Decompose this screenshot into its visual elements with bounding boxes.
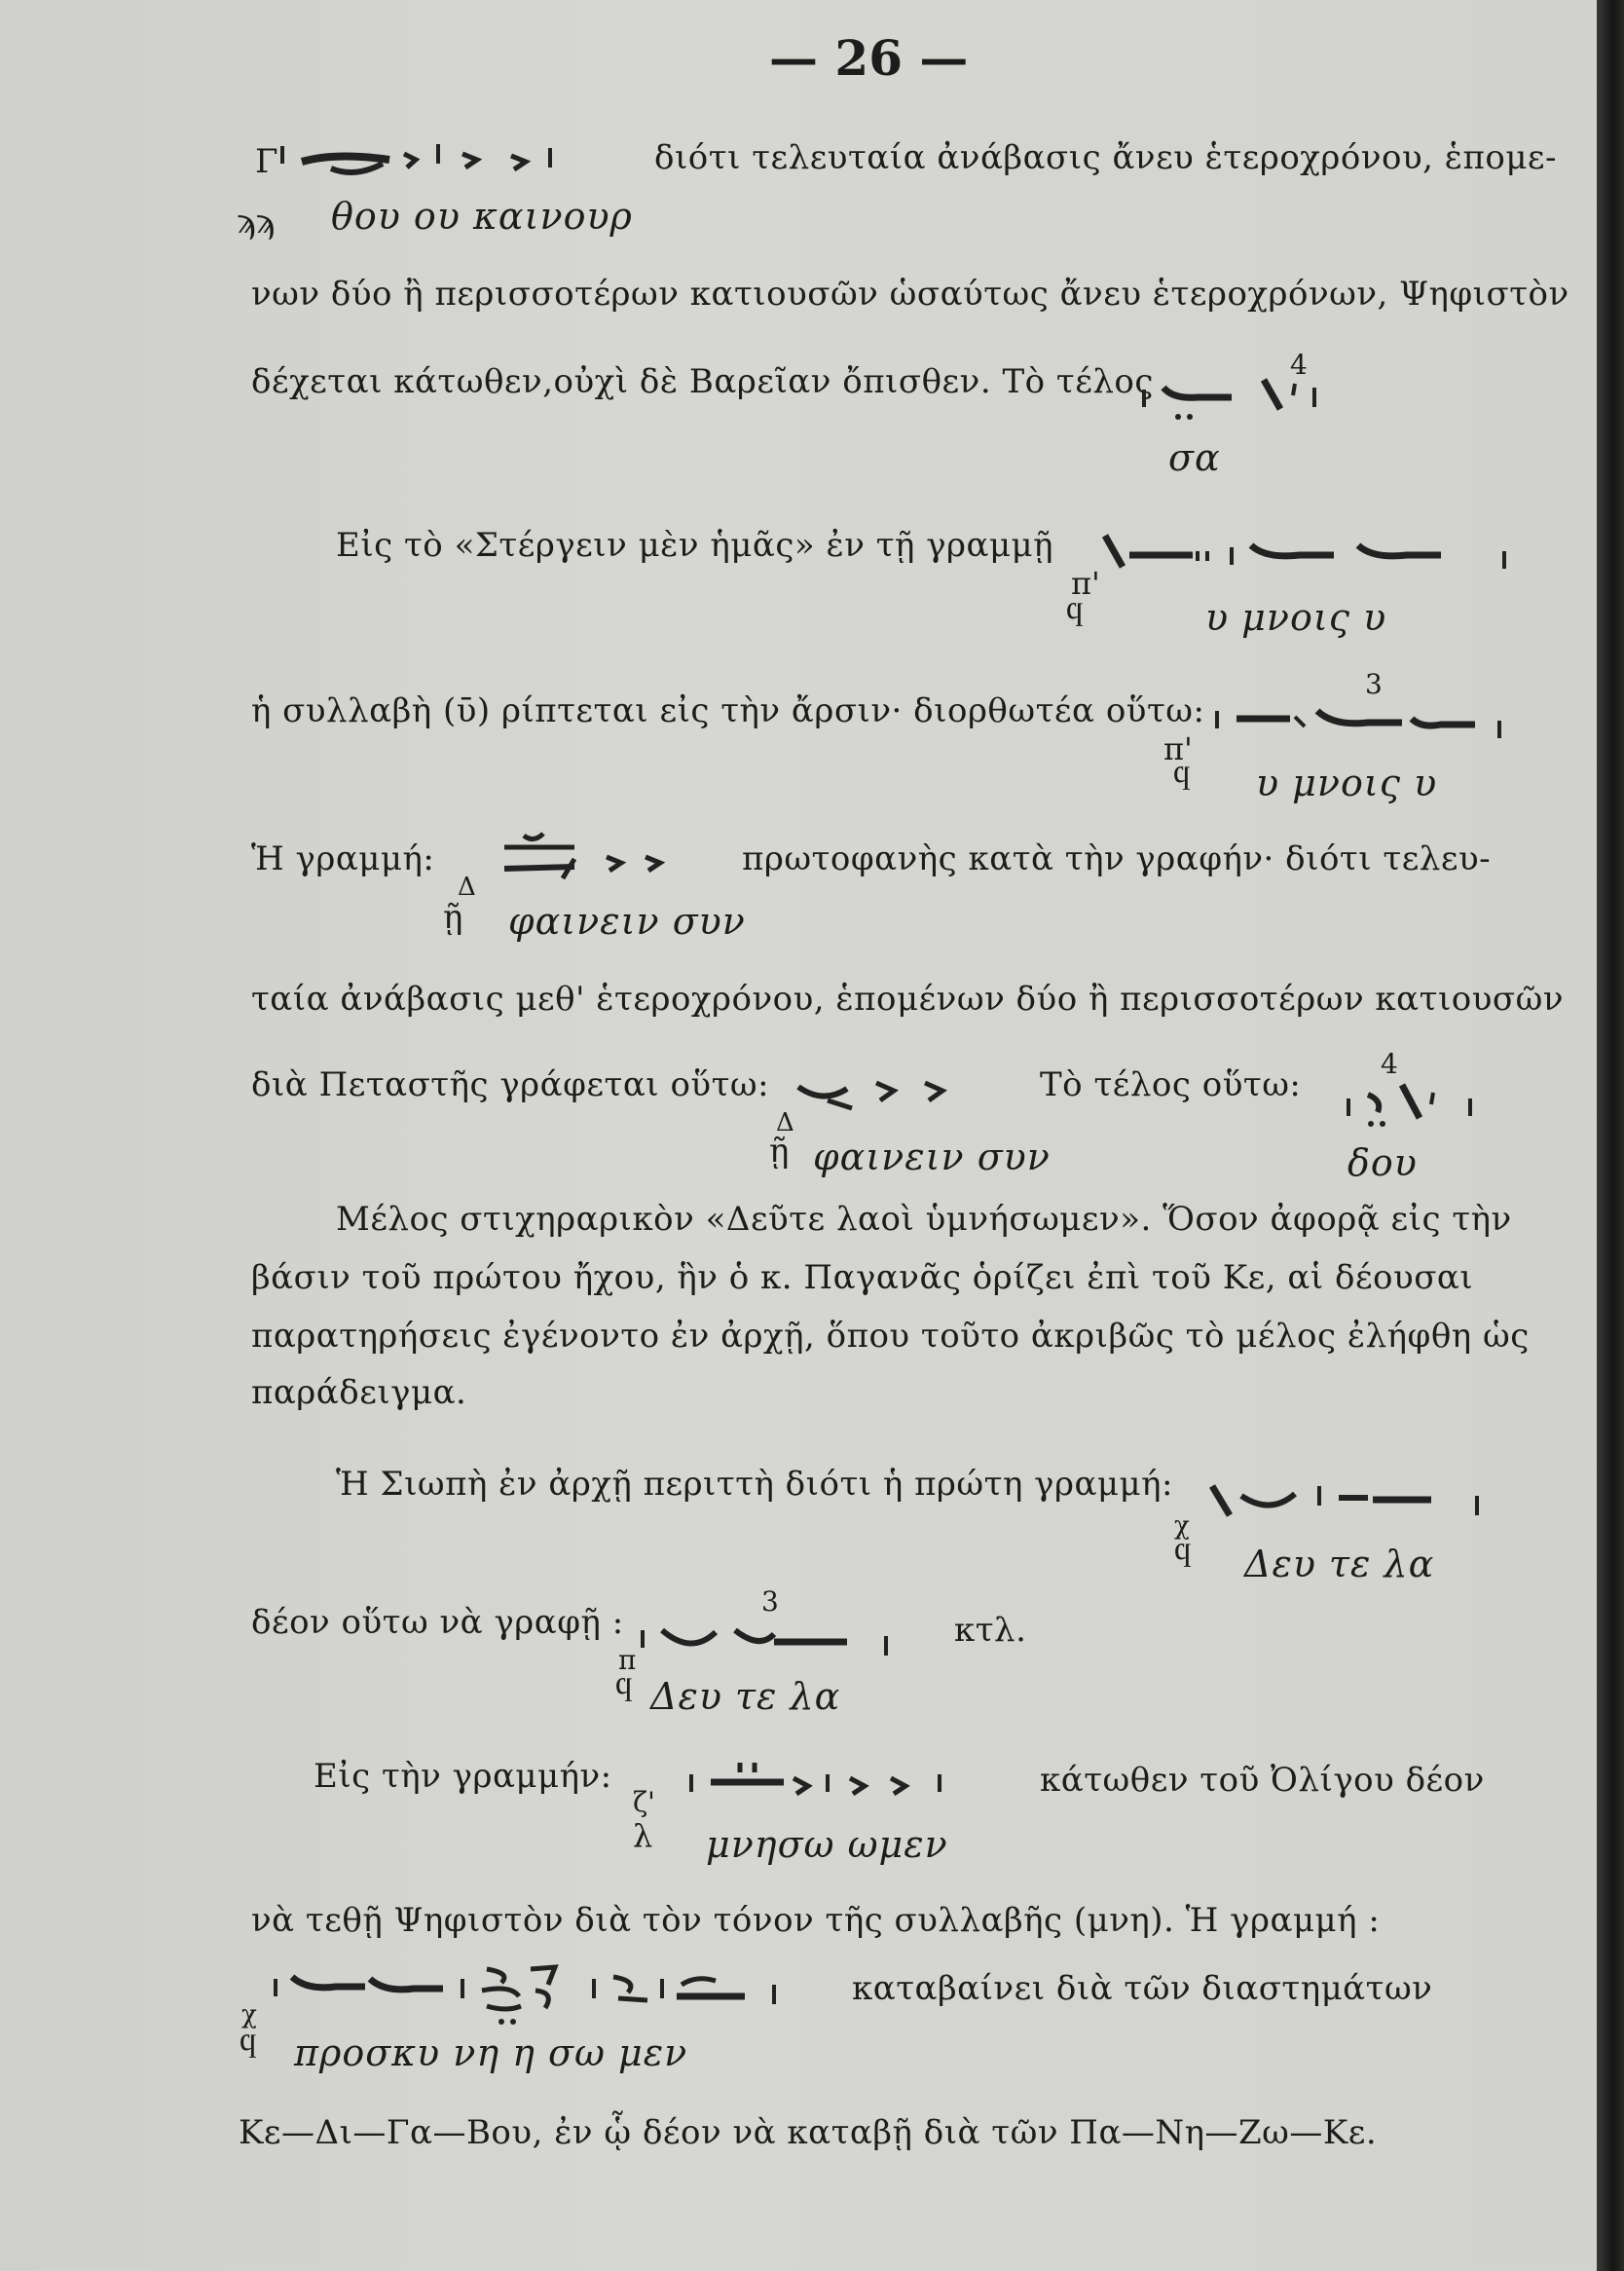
text-line: ταία ἀνάβασις μεθ' ἑτεροχρόνου, ἑπομένων δύο ἢ περισσοτέρων κατιουσῶν — [251, 980, 1565, 1019]
lyric-syllables: σα — [1168, 436, 1221, 479]
page-edge-shadow — [1597, 0, 1624, 2271]
text-line: κτλ. — [954, 1611, 1027, 1650]
martyria-mark: ῇ — [443, 898, 463, 937]
text-line: δέον οὕτω νὰ γραφῇ : — [251, 1603, 624, 1642]
text-line: καταβαίνει διὰ τῶν διαστημάτων — [852, 1969, 1433, 2008]
neume-index: 3 — [1365, 668, 1383, 700]
text-line: δέχεται κάτωθεν,οὐχὶ δὲ Βαρεῖαν ὄπισθεν. Τὸ τέλος — [251, 362, 1154, 401]
lyric-syllables: θου ου καινουρ — [331, 195, 633, 238]
martyria-mark: π' — [1163, 730, 1193, 767]
text-line: παράδειγμα. — [251, 1373, 467, 1412]
lyric-syllables: μνησω ωμεν — [706, 1823, 948, 1866]
lyric-syllables: Δευ τε λα — [650, 1675, 841, 1718]
neume-index: 4 — [1290, 349, 1308, 381]
martyria-mark: ϥ — [1174, 1537, 1192, 1576]
neume-group-7 — [1344, 1071, 1490, 1139]
martyria-mark: χ — [241, 2000, 257, 2029]
martyria-mark: ϡϡ — [237, 203, 276, 242]
lyric-syllables: δου — [1347, 1141, 1418, 1184]
neume-group-6 — [779, 1065, 1003, 1124]
lyric-syllables: φαινειν συν — [508, 900, 746, 943]
martyria-mark: ϥ — [240, 2028, 257, 2066]
neume-group-2 — [1139, 360, 1353, 428]
neume-index: 4 — [1381, 1048, 1398, 1080]
text-line: Τὸ τέλος οὕτω: — [1040, 1065, 1302, 1104]
martyria-mark: Δ — [776, 1108, 794, 1137]
text-line: Ἡ γραμμή: — [251, 839, 435, 878]
neume-group-9 — [638, 1617, 910, 1665]
neume-group-1 — [277, 134, 638, 193]
text-line: Κε—Δι—Γα—Βου, ἐν ᾧ δέον νὰ καταβῇ διὰ τῶν Πα—Νη—Ζω—Κε. — [239, 2113, 1378, 2152]
martyria-mark: χ — [1174, 1511, 1190, 1541]
text-line: Μέλος στιχηραρικὸν «Δεῦτε λαοὶ ὑμνήσωμεν». Ὅσον ἀφορᾷ εἰς τὴν — [336, 1200, 1512, 1239]
text-line: ἡ συλλαβὴ (ῡ) ρίπτεται εἰς τὴν ἄρσιν· διορθωτέα οὕτω: — [251, 691, 1205, 730]
text-line: Εἰς τὴν γραμμήν: — [314, 1757, 612, 1796]
martyria-mark: π' — [1071, 565, 1100, 602]
neume-group-4 — [1212, 697, 1514, 746]
text-line: νων δύο ἢ περισσοτέρων κατιουσῶν ὡσαύτως ἄνευ ἑτεροχρόνων, Ψηφιστὸν — [251, 275, 1569, 314]
lyric-syllables: υ μνοις υ — [1205, 596, 1387, 639]
neume-index: 3 — [761, 1585, 779, 1618]
text-line: διότι τελευταία ἀνάβασις ἄνευ ἑτεροχρόνου, ἑπομε- — [654, 138, 1558, 177]
neume-group-8 — [1202, 1472, 1495, 1531]
neume-group-11 — [268, 1957, 852, 2035]
text-line: κάτωθεν τοῦ Ὀλίγου δέον — [1040, 1761, 1485, 1800]
lyric-syllables: φαινειν συν — [813, 1136, 1051, 1178]
neume-group-10 — [686, 1753, 998, 1811]
text-line: πρωτοφανὴς κατὰ τὴν γραφήν· διότι τελευ- — [742, 839, 1492, 878]
martyria-mark: Γ — [255, 142, 278, 181]
martyria-mark: ϥ — [1066, 596, 1084, 635]
martyria-mark: π — [618, 1644, 637, 1676]
text-line: Ἡ Σιωπὴ ἐν ἀρχῇ περιττὴ διότι ἡ πρώτη γραμμή: — [336, 1465, 1173, 1504]
text-line: διὰ Πεταστῆς γράφεται οὕτω: — [251, 1065, 770, 1104]
martyria-mark: ϥ — [1173, 760, 1191, 799]
martyria-mark: Δ — [458, 873, 476, 902]
lyric-syllables: προσκυ νη η σω μεν — [294, 2031, 688, 2074]
text-line: Εἰς τὸ «Στέργειν μὲν ἡμᾶς» ἐν τῇ γραμμῇ — [336, 526, 1054, 565]
text-line: βάσιν τοῦ πρώτου ἤχου, ἣν ὁ κ. Παγανᾶς ὁρίζει ἐπὶ τοῦ Κε, αἱ δέουσαι — [251, 1258, 1474, 1297]
lyric-syllables: υ μνοις υ — [1256, 762, 1438, 804]
martyria-mark: ϥ — [615, 1671, 633, 1710]
martyria-mark: ῇ — [769, 1132, 790, 1171]
text-line: νὰ τεθῇ Ψηφιστὸν διὰ τὸν τόνον τῆς συλλαβῆς (μνη). Ἡ γραμμή : — [251, 1901, 1381, 1940]
text-line: παρατηρήσεις ἐγένοντο ἐν ἀρχῇ, ὅπου τοῦτο ἀκριβῶς τὸ μέλος ἐλήφθη ὡς — [251, 1317, 1530, 1356]
neume-group-5 — [465, 820, 719, 888]
lyric-syllables: Δευ τε λα — [1244, 1543, 1435, 1585]
page-number: — 26 — — [769, 29, 969, 87]
martyria-mark: ζ' — [633, 1786, 655, 1818]
neume-group-3 — [1095, 526, 1514, 584]
martyria-mark: λ — [633, 1817, 653, 1854]
